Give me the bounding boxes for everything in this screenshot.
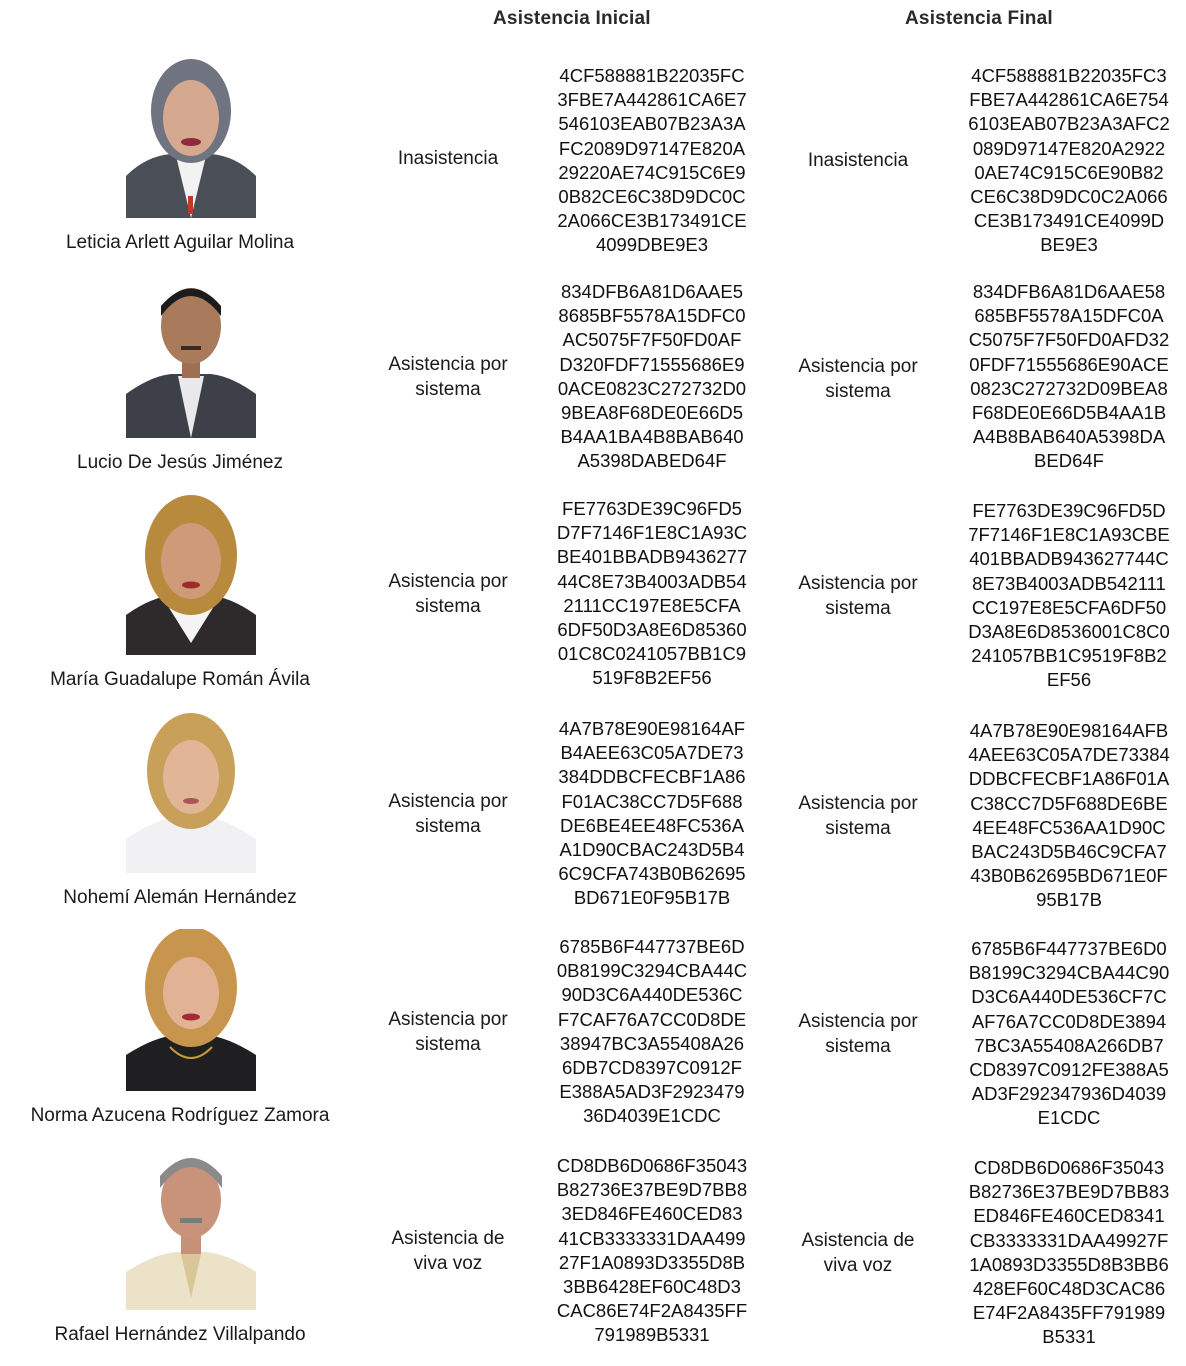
- hash-initial: FE7763DE39C96FD5 D7F7146F1E8C1A93C BE401BBADB9436277 44C8E73B4003ADB54 2111CC197E8E5CFA 6DF50D3A8E6D85360 01C8C0241057BB1C9 519F8B2EF56: [556, 498, 748, 689]
- hash-initial: 6785B6F447737BE6D 0B8199C3294CBA44C 90D3C6A440DE536C F7CAF76A7CC0D8DE 38947BC3A55408A26 6DB7CD8397C0912F E388A5AD3F2923479 36D4039E1CDC: [556, 936, 748, 1127]
- table-row: [0, 276, 1186, 494]
- hash-initial: 834DFB6A81D6AAE5 8685BF5578A15DFC0 AC5075F7F50FD0AF D320FDF71555686E9 0ACE0823C272732D0 9BEA8F68DE0E66D5 B4AA1BA4B8BAB640 A5398DABED64F: [557, 281, 747, 472]
- hash-final: 6785B6F447737BE6D0 B8199C3294CBA44C90 D3C6A440DE536CF7C AF76A7CC0D8DE3894 7BC3A55408A266DB7 CD8397C0912FE388A5 AD3F292347936D4039 E1CDC: [968, 938, 1170, 1129]
- member-name: Lucio De Jesús Jiménez: [77, 452, 283, 473]
- member-photo: [126, 276, 256, 438]
- member-name: Rafael Hernández Villalpando: [54, 1324, 306, 1345]
- hash-final: CD8DB6D0686F35043 B82736E37BE9D7BB83 ED846FE460CED8341 CB3333331DAA49927F 1A0893D3355D8B3BB6 428EF60C48D3CAC86 E74F2A8435FF791989 B5331: [968, 1157, 1170, 1348]
- table-row: [0, 711, 1186, 929]
- status-initial: Asistencia por sistema: [388, 571, 508, 617]
- status-initial: Asistencia por sistema: [388, 791, 508, 837]
- status-final: Asistencia por sistema: [798, 793, 918, 839]
- status-final: Asistencia por sistema: [798, 573, 918, 619]
- member-name: Norma Azucena Rodríguez Zamora: [30, 1105, 330, 1126]
- header-asistencia-inicial: Asistencia Inicial: [493, 8, 651, 29]
- status-initial: Asistencia de viva voz: [391, 1228, 505, 1274]
- hash-initial: CD8DB6D0686F35043 B82736E37BE9D7BB8 3ED846FE460CED83 41CB3333331DAA499 27F1A0893D3355D8B 3BB6428EF60C48D3 CAC86E74F2A8435FF 791989B5331: [556, 1155, 748, 1346]
- status-initial: Asistencia por sistema: [388, 354, 508, 400]
- member-photo: [126, 711, 256, 873]
- hash-final: 4A7B78E90E98164AFB 4AEE63C05A7DE73384 DDBCFECBF1A86F01A C38CC7D5F688DE6BE 4EE48FC536AA1D90C BAC243D5B46C9CFA7 43B0B62695BD671E0F 95B17B: [968, 720, 1170, 911]
- status-final: Inasistencia: [807, 150, 909, 171]
- status-initial: Asistencia por sistema: [388, 1009, 508, 1055]
- member-name: Leticia Arlett Aguilar Molina: [65, 232, 295, 253]
- hash-final: 4CF588881B22035FC3 FBE7A442861CA6E754 6103EAB07B23A3AFC2 089D97147E820A2922 0AE74C915C6E90B82 CE6C38D9DC0C2A066 CE3B173491CE4099D BE9E3: [968, 65, 1170, 256]
- member-photo: [126, 56, 256, 218]
- table-row: [0, 56, 1186, 274]
- member-name: María Guadalupe Román Ávila: [50, 669, 310, 690]
- status-final: Asistencia de viva voz: [801, 1230, 915, 1276]
- member-photo: [126, 493, 256, 655]
- member-name: Nohemí Alemán Hernández: [63, 887, 297, 908]
- status-final: Asistencia por sistema: [798, 1011, 918, 1057]
- table-row: [0, 493, 1186, 711]
- table-row: [0, 1148, 1186, 1366]
- status-final: Asistencia por sistema: [798, 356, 918, 402]
- header-asistencia-final: Asistencia Final: [905, 8, 1053, 29]
- hash-initial: 4A7B78E90E98164AF B4AEE63C05A7DE73 384DDBCFECBF1A86 F01AC38CC7D5F688 DE6BE4EE48FC536A A1D90CBAC243D5B4 6C9CFA743B0B62695 BD671E0F95B17B: [558, 718, 746, 909]
- status-initial: Inasistencia: [397, 148, 499, 169]
- hash-final: 834DFB6A81D6AAE58 685BF5578A15DFC0A C5075F7F50FD0AFD32 0FDF71555686E90ACE 0823C272732D09BEA8 F68DE0E66D5B4AA1B A4B8BAB640A5398DA BED64F: [968, 281, 1170, 472]
- hash-final: FE7763DE39C96FD5D 7F7146F1E8C1A93CBE 401BBADB943627744C 8E73B4003ADB542111 CC197E8E5CFA6DF50 D3A8E6D8536001C8C0 241057BB1C9519F8B2 EF56: [968, 500, 1170, 691]
- member-photo: [126, 1148, 256, 1310]
- member-photo: [126, 929, 256, 1091]
- table-row: [0, 929, 1186, 1147]
- hash-initial: 4CF588881B22035FC 3FBE7A442861CA6E7 546103EAB07B23A3A FC2089D97147E820A 29220AE74C915C6E9 0B82CE6C38D9DC0C 2A066CE3B173491CE 4099DBE9E3: [557, 65, 747, 256]
